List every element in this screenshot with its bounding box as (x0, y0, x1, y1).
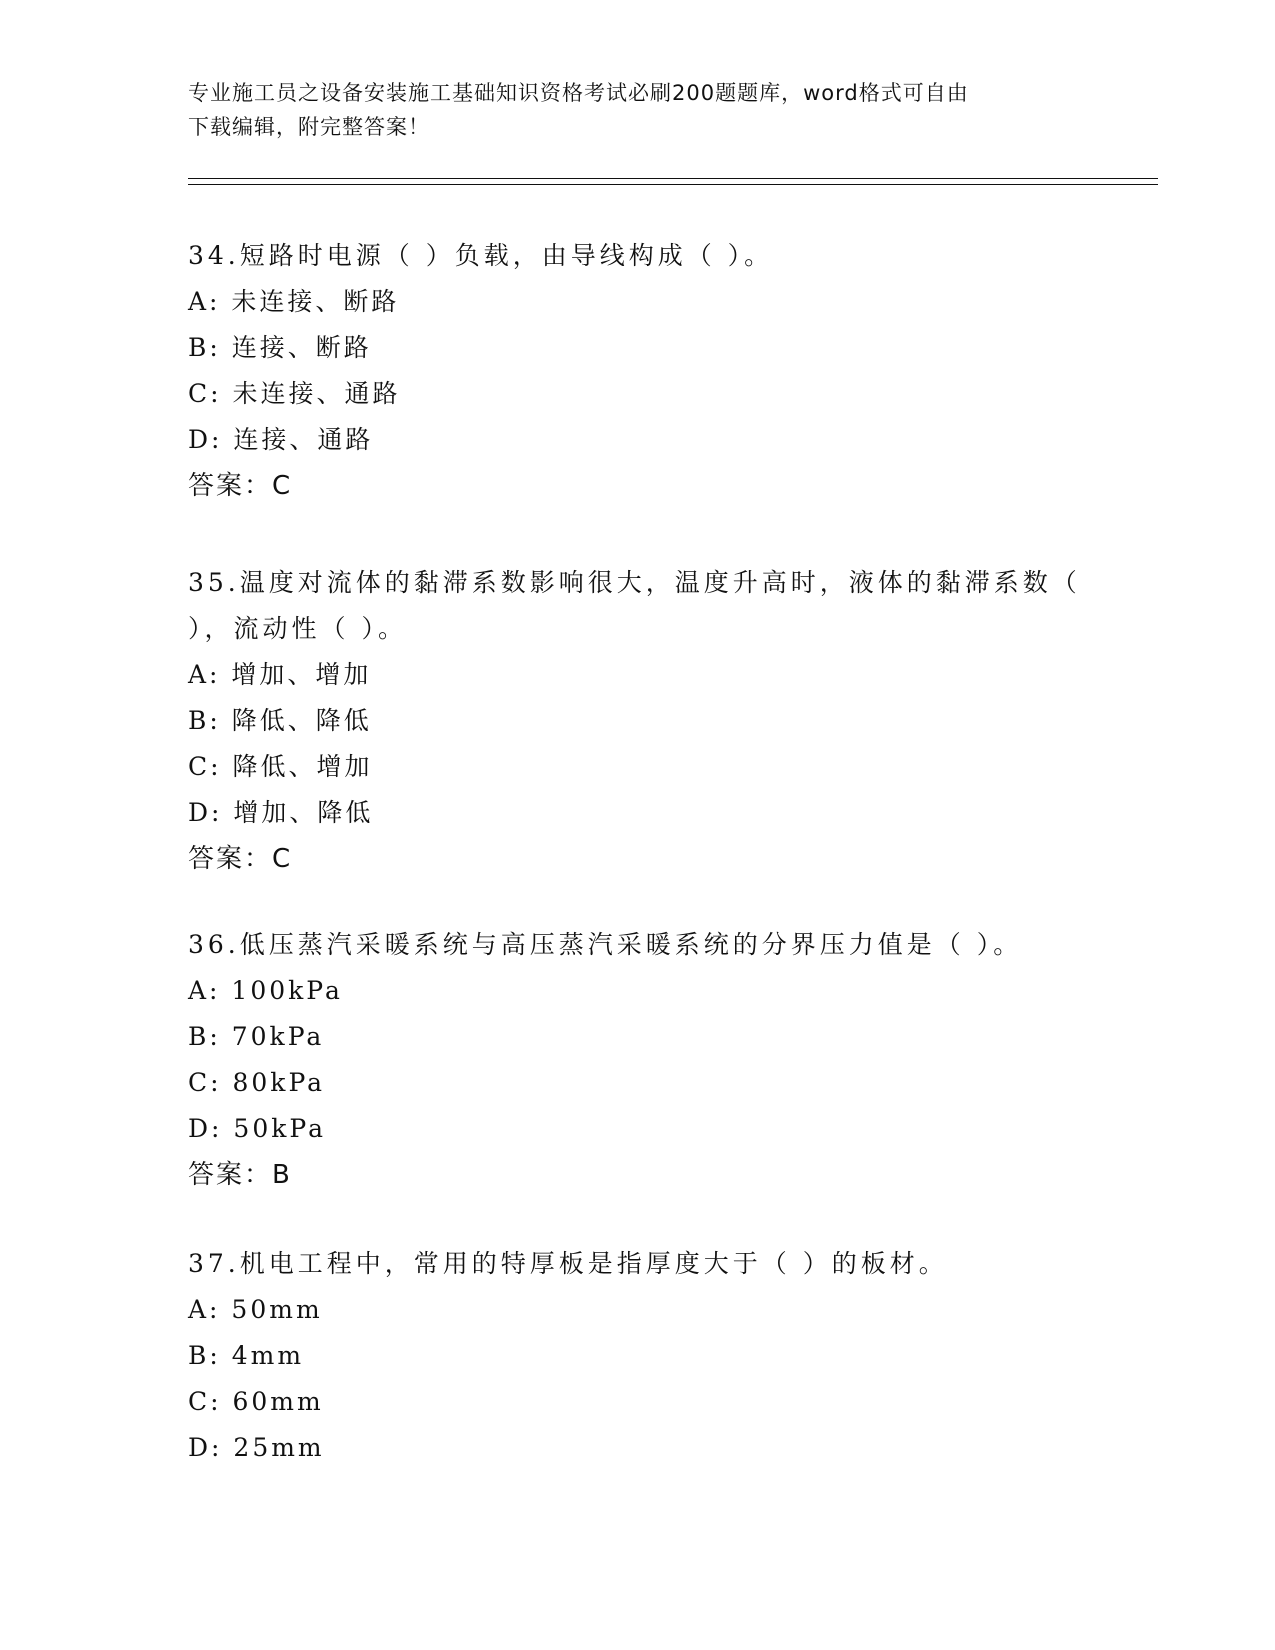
option-a: A: 100kPa (188, 976, 343, 1005)
option-d: D: 连接、通路 (188, 425, 374, 454)
option-b: B: 降低、降低 (188, 706, 372, 735)
header-divider-top (188, 178, 1158, 179)
question-stem: 36.低压蒸汽采暖系统与高压蒸汽采暖系统的分界压力值是（ ）。 (188, 930, 1023, 959)
answer: 答案：B (188, 1160, 292, 1190)
question-34 (188, 233, 1088, 509)
option-b: B: 连接、断路 (188, 333, 372, 362)
option-c: C: 80kPa (188, 1068, 326, 1097)
option-b: B: 70kPa (188, 1022, 325, 1051)
answer: 答案：C (188, 844, 293, 874)
header-line-2: 下载编辑，附完整答案！ (188, 115, 430, 139)
answer: 答案：C (188, 471, 293, 501)
question-37 (188, 1241, 1088, 1471)
header-divider-bottom (188, 184, 1158, 185)
document-header (188, 76, 1068, 144)
question-36 (188, 922, 1088, 1198)
option-c: C: 降低、增加 (188, 752, 373, 781)
option-c: C: 60mm (188, 1387, 324, 1416)
question-stem: 37.机电工程中，常用的特厚板是指厚度大于（ ）的板材。 (188, 1249, 948, 1278)
question-stem: 35.温度对流体的黏滞系数影响很大，温度升高时，液体的黏滞系数（ ），流动性（ ）。 (188, 568, 1081, 643)
option-b: B: 4mm (188, 1341, 305, 1370)
question-stem: 34.短路时电源（ ）负载，由导线构成（ ）。 (188, 241, 774, 270)
option-a: A: 未连接、断路 (188, 287, 400, 316)
option-a: A: 50mm (188, 1295, 323, 1324)
option-d: D: 增加、降低 (188, 798, 374, 827)
option-c: C: 未连接、通路 (188, 379, 401, 408)
option-a: A: 增加、增加 (188, 660, 372, 689)
option-d: D: 25mm (188, 1433, 325, 1462)
option-d: D: 50kPa (188, 1114, 326, 1143)
question-35 (188, 560, 1088, 882)
header-line-1: 专业施工员之设备安装施工基础知识资格考试必刷200题题库，word格式可自由 (188, 81, 969, 105)
